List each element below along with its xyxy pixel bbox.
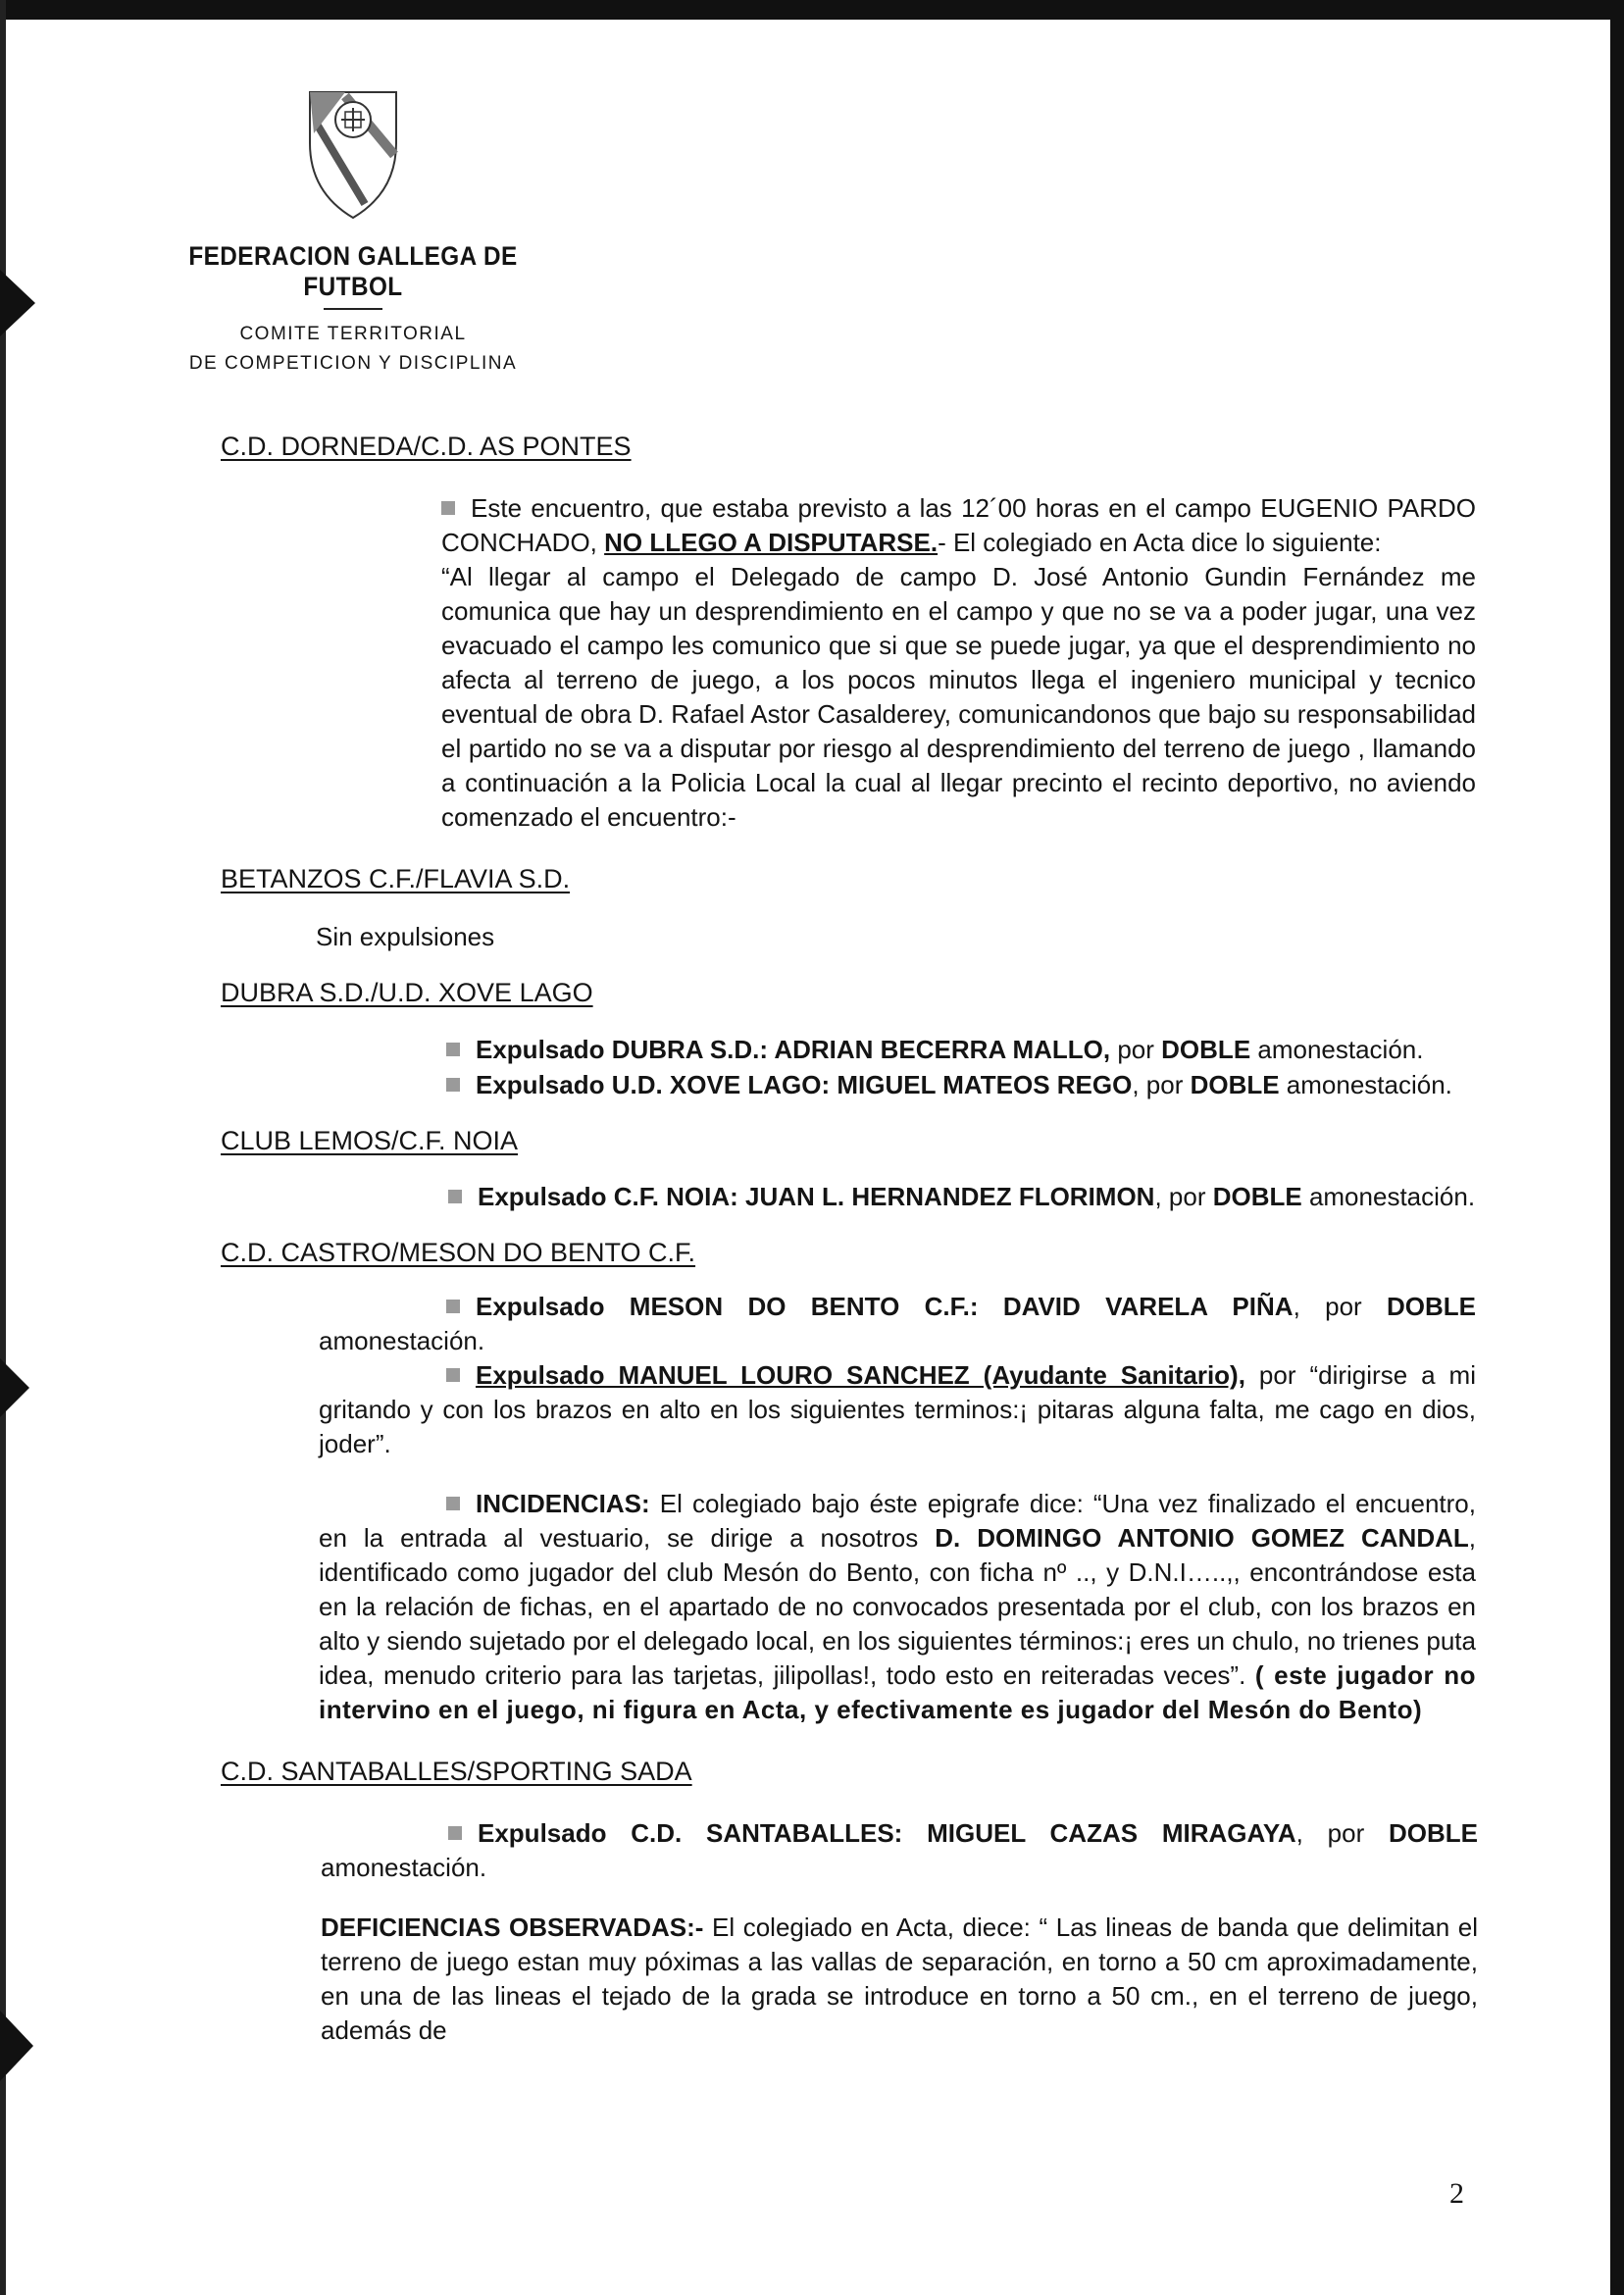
match-title-dorneda: C.D. DORNEDA/C.D. AS PONTES [221, 432, 632, 461]
santaballes-expulsion: Expulsado C.D. SANTABALLES: MIGUEL CAZAS MIRAGAYA, por DOBLE amonestación. [321, 1818, 1479, 1882]
dorneda-paragraph: Este encuentro, que estaba previsto a las 12´00 horas en el campo EUGENIO PARDO CONCHADO, NO LLEGO A DISPUTARSE.- El colegiado en Acta dice lo siguiente: “Al llegar al campo el Delegado de campo D. José Antonio Gundin Fernández me comunica que hay un desprendimiento en el campo y que no se va a poder jugar, una vez evacuado el campo les comunico que si que se puede jugar, ya que el desprendimiento no afecta al terreno de juego, a los pocos minutos llega el ingeniero municipal y tecnico eventual de obra D. Rafael Astor Casalderey, comunicandonos que bajo su responsabilidad el partido no se va a disputar por riesgo al desprendimiento del terreno de juego , llamando a continuación a la Policia Local la cual al llegar precinto el recinto deportivo, no aviendo comenzado el encuentro:- [441, 493, 1476, 832]
castro-incidents: INCIDENCIAS: El colegiado bajo éste epigrafe dice: “Una vez finalizado el encuentro, en la entrada al vestuario, se dirige a nosotros D. DOMINGO ANTONIO GOMEZ CANDAL, identificado como jugador del club Mesón do Bento, con ficha nº .., y D.N.I…..,, encontrándose esta en la relación de fichas, en el apartado de no convocados presentada por el club, con los brazos en alto y siendo sujetado por el delegado local, en los siguientes términos:¡ eres un chulo, no trienes puta idea, menudo criterio para las tarjetas, jilipollas!, todo esto en reiteradas veces”. ( este jugador no intervino en el juego, ni figura en Acta, y efectivamente es jugador del Mesón do Bento) [319, 1489, 1477, 1724]
committee-line-1: COMITE TERRITORIAL [239, 324, 467, 344]
bullet-icon [446, 1078, 460, 1092]
santaballes-deficiencies: DEFICIENCIAS OBSERVADAS:- El colegiado en Acta, diece: “ Las lineas de banda que delimitan el terreno de juego estan muy póximas a las vallas de separación, en torno a 50 cm aproximadamente, en una de las lineas el tejado de la grada se introduce en torno a 50 cm., en el terreno de juego, además de [321, 1912, 1478, 2045]
scan-border-top [0, 0, 1624, 20]
bullet-icon [446, 1497, 460, 1510]
bullet-icon [448, 1826, 462, 1840]
committee-note: ( este jugador no intervino en el juego, ni figura en Acta, y efectivamente es jugador del Mesón do Bento) [319, 1660, 1476, 1724]
betanzos-text: Sin expulsiones [316, 922, 495, 951]
scan-mark [0, 2011, 33, 2081]
federation-crest-icon [306, 86, 400, 224]
letterhead [118, 86, 588, 379]
federation-name: FEDERACION GALLEGA DE FUTBOL [188, 241, 518, 301]
scan-border-right [1610, 0, 1624, 2295]
referee-quote: “Al llegar al campo el Delegado de campo D. José Antonio Gundin Fernández me comunica que hay un desprendimiento en el campo y que no se va a poder jugar, una vez evacuado el campo les comunico que si que se puede jugar, ya que el desprendimiento no afecta al terreno de juego, a los pocos minutos llega el ingeniero municipal y tecnico eventual de obra D. Rafael Astor Casalderey, comunicandonos que bajo su responsabilidad el partido no se va a disputar por riesgo al desprendimiento del terreno de juego , llamando a continuación a la Policia Local la cual al llegar precinto el recinto deportivo, no aviendo comenzado el encuentro:- [441, 562, 1476, 832]
match-title-dubra: DUBRA S.D./U.D. XOVE LAGO [221, 978, 593, 1007]
expulsion-item: Expulsado U.D. XOVE LAGO: MIGUEL MATEOS REGO, por DOBLE amonestación. [446, 1067, 1476, 1102]
match-title-betanzos: BETANZOS C.F./FLAVIA S.D. [221, 864, 571, 893]
match-title-santaballes: C.D. SANTABALLES/SPORTING SADA [221, 1757, 692, 1786]
bullet-icon [446, 1300, 460, 1313]
document-body [221, 432, 1479, 2048]
scan-mark [0, 270, 35, 336]
committee-line-2: DE COMPETICION Y DISCIPLINA [188, 353, 518, 374]
bullet-icon [446, 1368, 460, 1382]
expulsion-item: Expulsado DUBRA S.D.: ADRIAN BECERRA MALLO, por DOBLE amonestación. [446, 1032, 1476, 1067]
page-number: 2 [1449, 2177, 1464, 2210]
match-title-castro: C.D. CASTRO/MESON DO BENTO C.F. [221, 1238, 696, 1267]
not-played-notice: NO LLEGO A DISPUTARSE. [604, 528, 939, 557]
scan-border-left [0, 0, 6, 2295]
bullet-icon [441, 501, 455, 515]
bullet-icon [448, 1190, 462, 1203]
header-divider [324, 308, 382, 310]
bullet-icon [446, 1043, 460, 1056]
castro-expulsion-2: Expulsado MANUEL LOURO SANCHEZ (Ayudante Sanitario), por “dirigirse a mi gritando y con los brazos en alto en los siguientes terminos:¡ pitaras alguna falta, me cago en dios, joder”. [319, 1360, 1476, 1458]
castro-expulsion-1: Expulsado MESON DO BENTO C.F.: DAVID VARELA PIÑA, por DOBLE amonestación. [319, 1292, 1477, 1355]
match-title-lemos: CLUB LEMOS/C.F. NOIA [221, 1126, 519, 1155]
lemos-expulsions: Expulsado C.F. NOIA: JUAN L. HERNANDEZ FLORIMON, por DOBLE amonestación. [448, 1180, 1476, 1214]
scan-mark [0, 1358, 29, 1417]
dubra-expulsions [446, 1032, 1476, 1102]
